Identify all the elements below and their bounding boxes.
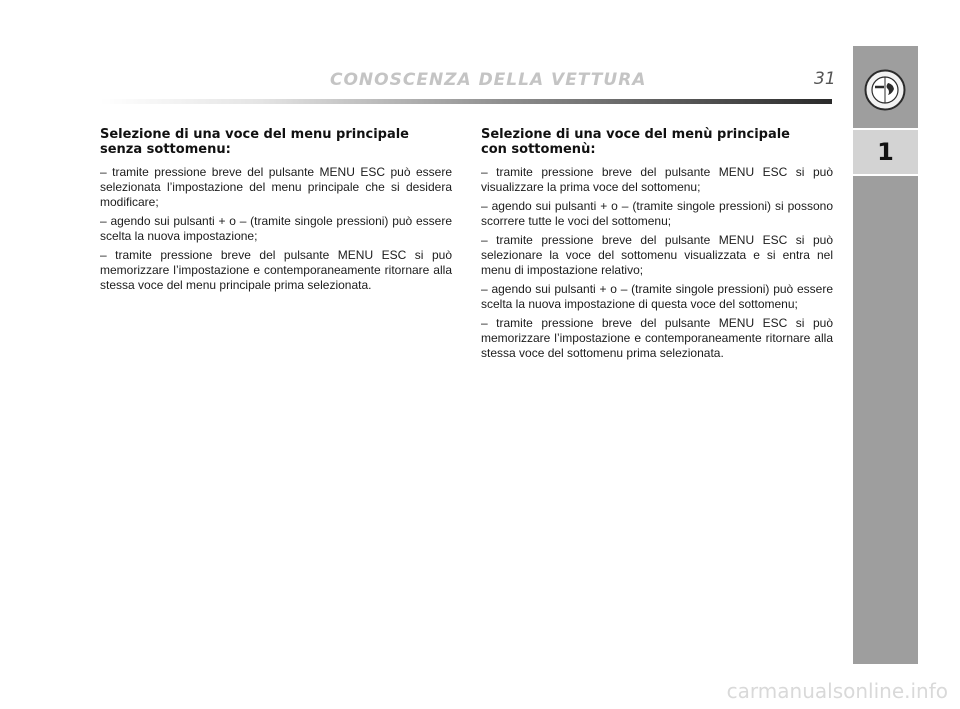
page-number: 31 [814,69,836,89]
heading-line: con sottomenù: [481,142,596,157]
instruction-paragraph: – tramite pressione breve del pulsante MENU ESC si può memorizzare l’impostazione e contemporaneamente ritornare alla stessa voce del menu principale prima selezionata. [100,248,452,292]
instruction-paragraph: – tramite pressione breve del pulsante MENU ESC può essere selezionata l’impostazione del menu principale che si desidera modificare; [100,165,452,209]
header-divider [100,99,832,104]
alfa-romeo-logo-icon [864,69,906,111]
page-header-title: CONOSCENZA DELLA VETTURA [330,70,647,90]
instruction-paragraph: – tramite pressione breve del pulsante MENU ESC si può memorizzare l’impostazione e contemporaneamente ritornare alla stessa voce del sottomenu prima selezionata. [481,316,833,360]
chapter-indicator [853,128,918,176]
site-watermark: carmanualsonline.info [726,679,948,703]
instruction-paragraph: – tramite pressione breve del pulsante MENU ESC si può selezionare la voce del sottomenu visualizzata e si entra nel menu di impostazione relativo; [481,233,833,277]
instruction-paragraph: – agendo sui pulsanti + o – (tramite singole pressioni) si possono scorrere tutte le voci del sottomenu; [481,199,833,228]
right-column [481,127,833,365]
heading-line: Selezione di una voce del menù principale [481,127,790,142]
section-heading-left [100,127,452,157]
heading-line: senza sottomenu: [100,142,231,157]
chapter-number: 1 [877,138,894,166]
left-column [100,127,452,297]
instruction-paragraph: – agendo sui pulsanti + o – (tramite singole pressioni) può essere scelta la nuova impostazione di questa voce del sottomenu; [481,282,833,311]
section-heading-right [481,127,833,157]
instruction-paragraph: – tramite pressione breve del pulsante MENU ESC si può visualizzare la prima voce del sottomenu; [481,165,833,194]
heading-line: Selezione di una voce del menu principale [100,127,409,142]
instruction-paragraph: – agendo sui pulsanti + o – (tramite singole pressioni) può essere scelta la nuova impostazione; [100,214,452,243]
